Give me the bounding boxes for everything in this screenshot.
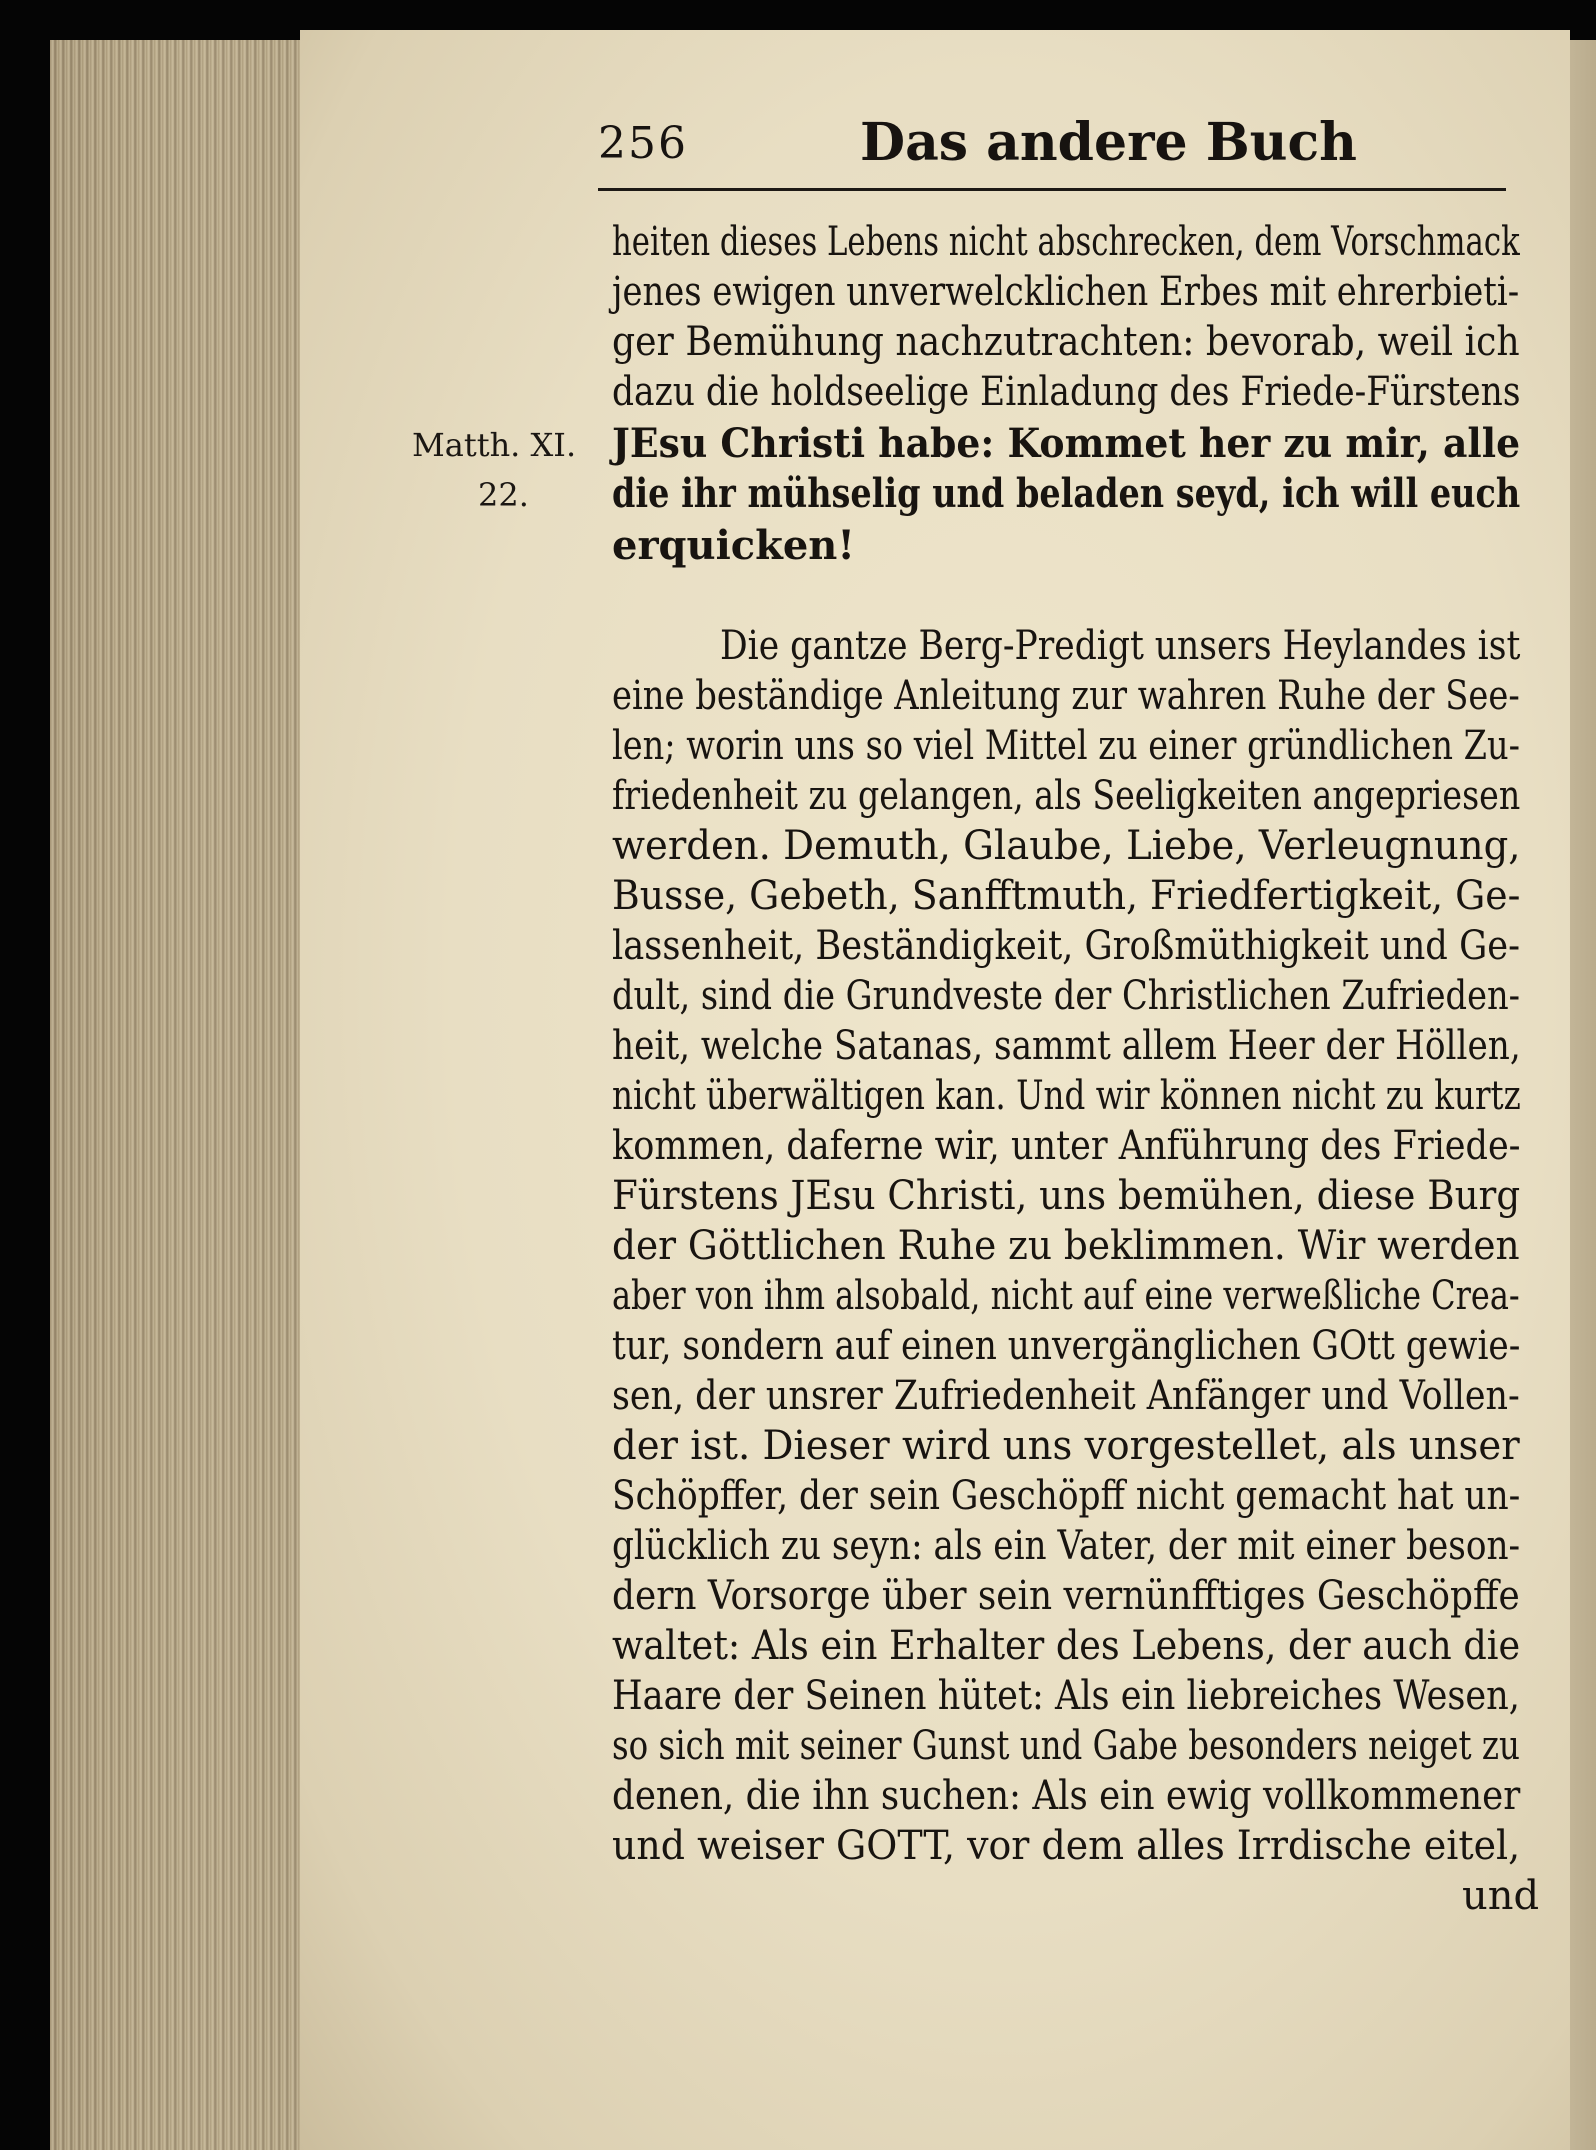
text-line: Haare der Seinen hütet: Als ein liebreiches Wesen, bbox=[612, 1673, 1520, 1719]
text-line: len; worin uns so viel Mittel zu einer gründlichen Zu- bbox=[612, 723, 1521, 769]
text-line: eine beständige Anleitung zur wahren Ruhe der See- bbox=[612, 673, 1520, 719]
text-line: heit, welche Satanas, sammt allem Heer der Höllen, bbox=[612, 1023, 1521, 1069]
text-line: der Göttlichen Ruhe zu beklimmen. Wir werden bbox=[612, 1223, 1520, 1269]
text-line: und weiser GOTT, vor dem alles Irrdische eitel, bbox=[612, 1823, 1521, 1869]
text-line: so sich mit seiner Gunst und Gabe besonders neiget zu bbox=[612, 1723, 1520, 1769]
text-line: sen, der unsrer Zufriedenheit Anfänger und Vollen- bbox=[612, 1373, 1520, 1419]
text-line: Die gantze Berg-Predigt unsers Heylandes ist bbox=[720, 623, 1521, 669]
text-line: nicht überwältigen kan. Und wir können nicht zu kurtz bbox=[612, 1073, 1521, 1119]
text-line: werden. Demuth, Glaube, Liebe, Verleugnung, bbox=[612, 823, 1521, 869]
text-line: dult, sind die Grundveste der Christlichen Zufrieden- bbox=[612, 973, 1521, 1019]
text-line: jenes ewigen unverwelcklichen Erbes mit ehrerbieti- bbox=[612, 269, 1520, 315]
text-line: kommen, daferne wir, unter Anführung des Friede- bbox=[612, 1123, 1521, 1169]
text-line: denen, die ihn suchen: Als ein ewig vollkommener bbox=[612, 1773, 1521, 1819]
text-line: dazu die holdseelige Einladung des Friede-Fürstens bbox=[612, 369, 1521, 415]
text-line: der ist. Dieser wird uns vorgestellet, als unser bbox=[612, 1423, 1520, 1469]
page-edges bbox=[50, 40, 330, 2150]
text-line: lassenheit, Beständigkeit, Großmüthigkeit und Ge- bbox=[612, 923, 1520, 969]
text-line: die ihr mühselig und beladen seyd, ich will euch bbox=[612, 470, 1521, 517]
text-line: erquicken! bbox=[612, 522, 855, 569]
text-line: waltet: Als ein Erhalter des Lebens, der auch die bbox=[612, 1623, 1521, 1669]
text-line: Fürstens JEsu Christi, uns bemühen, diese Burg bbox=[612, 1173, 1521, 1219]
header-rule bbox=[598, 188, 1506, 191]
text-line: friedenheit zu gelangen, als Seeligkeiten angepriesen bbox=[612, 773, 1521, 819]
running-head: Das andere Buch bbox=[860, 112, 1357, 173]
page-number: 256 bbox=[598, 118, 688, 169]
margin-reference-verse: 22. bbox=[478, 476, 529, 514]
text-line: ger Bemühung nachzutrachten: bevorab, weil ich bbox=[612, 319, 1520, 365]
text-line: JEsu Christi habe: Kommet her zu mir, alle bbox=[612, 420, 1521, 467]
margin-reference: Matth. XI. bbox=[412, 426, 577, 464]
catchword: und bbox=[1462, 1873, 1540, 1919]
text-line: heiten dieses Lebens nicht abschrecken, dem Vorschmack bbox=[612, 219, 1520, 265]
text-line: tur, sondern auf einen unvergänglichen GOtt gewie- bbox=[612, 1323, 1521, 1369]
text-line: Busse, Gebeth, Sanfftmuth, Friedfertigkeit, Ge- bbox=[612, 873, 1521, 919]
text-line: Schöpffer, der sein Geschöpff nicht gemacht hat un- bbox=[612, 1473, 1521, 1519]
text-line: dern Vorsorge über sein vernünfftiges Geschöpffe bbox=[612, 1573, 1520, 1619]
text-line: glücklich zu seyn: als ein Vater, der mit einer beson- bbox=[612, 1523, 1521, 1569]
text-line: aber von ihm alsobald, nicht auf eine verweßliche Crea- bbox=[612, 1273, 1520, 1319]
